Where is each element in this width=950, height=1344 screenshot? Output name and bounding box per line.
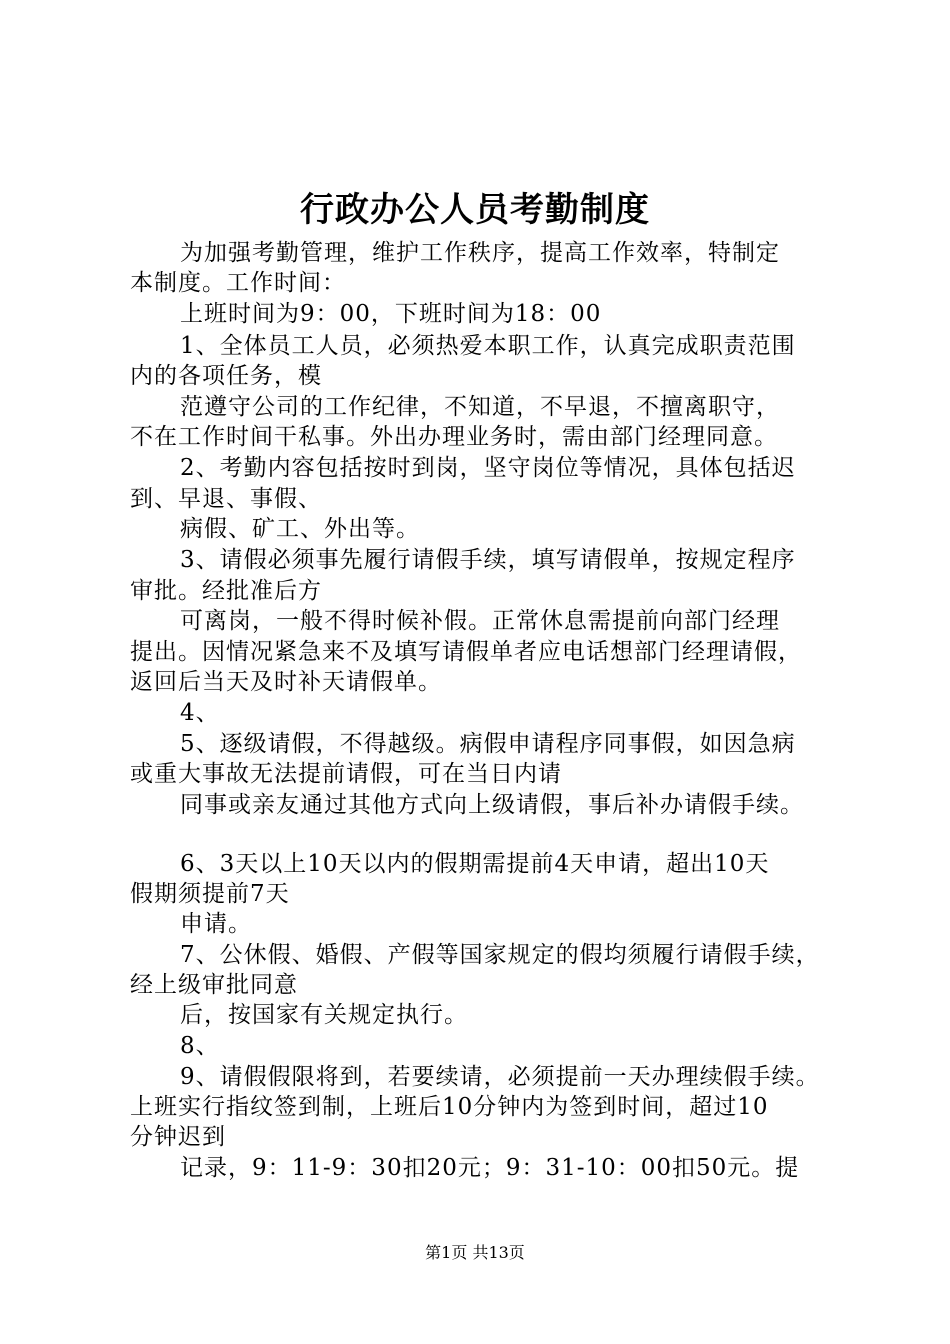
text-line: 8、: [180, 1033, 220, 1059]
text-line: 内的各项任务，模: [130, 363, 322, 389]
text-line: 记录，9：11-9：30扣20元；9：31-10：00扣50元。提: [180, 1155, 800, 1181]
text-line: 1、全体员工人员，必须热爱本职工作，认真完成职责范围: [180, 333, 796, 359]
document-title: 行政办公人员考勤制度: [300, 190, 650, 230]
text-line: 后，按国家有关规定执行。: [180, 1002, 468, 1028]
page-footer: 第1页 共13页: [425, 1243, 525, 1262]
text-line: 申请。: [180, 911, 252, 937]
text-line: 上班实行指纹签到制，上班后10分钟内为签到时间，超过10: [130, 1094, 769, 1120]
text-line: 上班时间为9：00，下班时间为18：00: [180, 301, 602, 327]
text-line: 提出。因情况紧急来不及填写请假单者应电话想部门经理请假，: [130, 639, 802, 665]
text-line: 经上级审批同意: [130, 972, 298, 998]
text-line: 9、请假假限将到，若要续请，必须提前一天办理续假手续。: [180, 1064, 820, 1090]
text-line: 审批。经批准后方: [130, 578, 322, 604]
text-line: 4、: [180, 700, 220, 726]
text-line: 2、考勤内容包括按时到岗，坚守岗位等情况，具体包括迟: [180, 455, 796, 481]
text-line: 分钟迟到: [130, 1124, 226, 1150]
text-line: 本制度。工作时间：: [130, 270, 346, 296]
text-line: 同事或亲友通过其他方式向上级请假，事后补办请假手续。: [180, 792, 804, 818]
text-line: 返回后当天及时补天请假单。: [130, 669, 442, 695]
text-line: 5、逐级请假，不得越级。病假申请程序同事假，如因急病: [180, 731, 796, 757]
text-line: 到、早退、事假、: [130, 486, 322, 512]
text-line: 3、请假必须事先履行请假手续，填写请假单，按规定程序: [180, 547, 796, 573]
text-line: 病假、矿工、外出等。: [180, 516, 420, 542]
text-line: 范遵守公司的工作纪律，不知道，不早退，不擅离职守，: [180, 394, 780, 420]
text-line: 不在工作时间干私事。外出办理业务时，需由部门经理同意。: [130, 424, 778, 450]
text-line: 7、公休假、婚假、产假等国家规定的假均须履行请假手续，: [180, 942, 820, 968]
text-line: 假期须提前7天: [130, 881, 290, 907]
text-line: 6、3天以上10天以内的假期需提前4天申请，超出10天: [180, 851, 770, 877]
text-line: 为加强考勤管理，维护工作秩序，提高工作效率，特制定: [180, 240, 780, 266]
text-line: 可离岗，一般不得时候补假。正常休息需提前向部门经理: [180, 608, 780, 634]
text-line: 或重大事故无法提前请假，可在当日内请: [130, 761, 562, 787]
